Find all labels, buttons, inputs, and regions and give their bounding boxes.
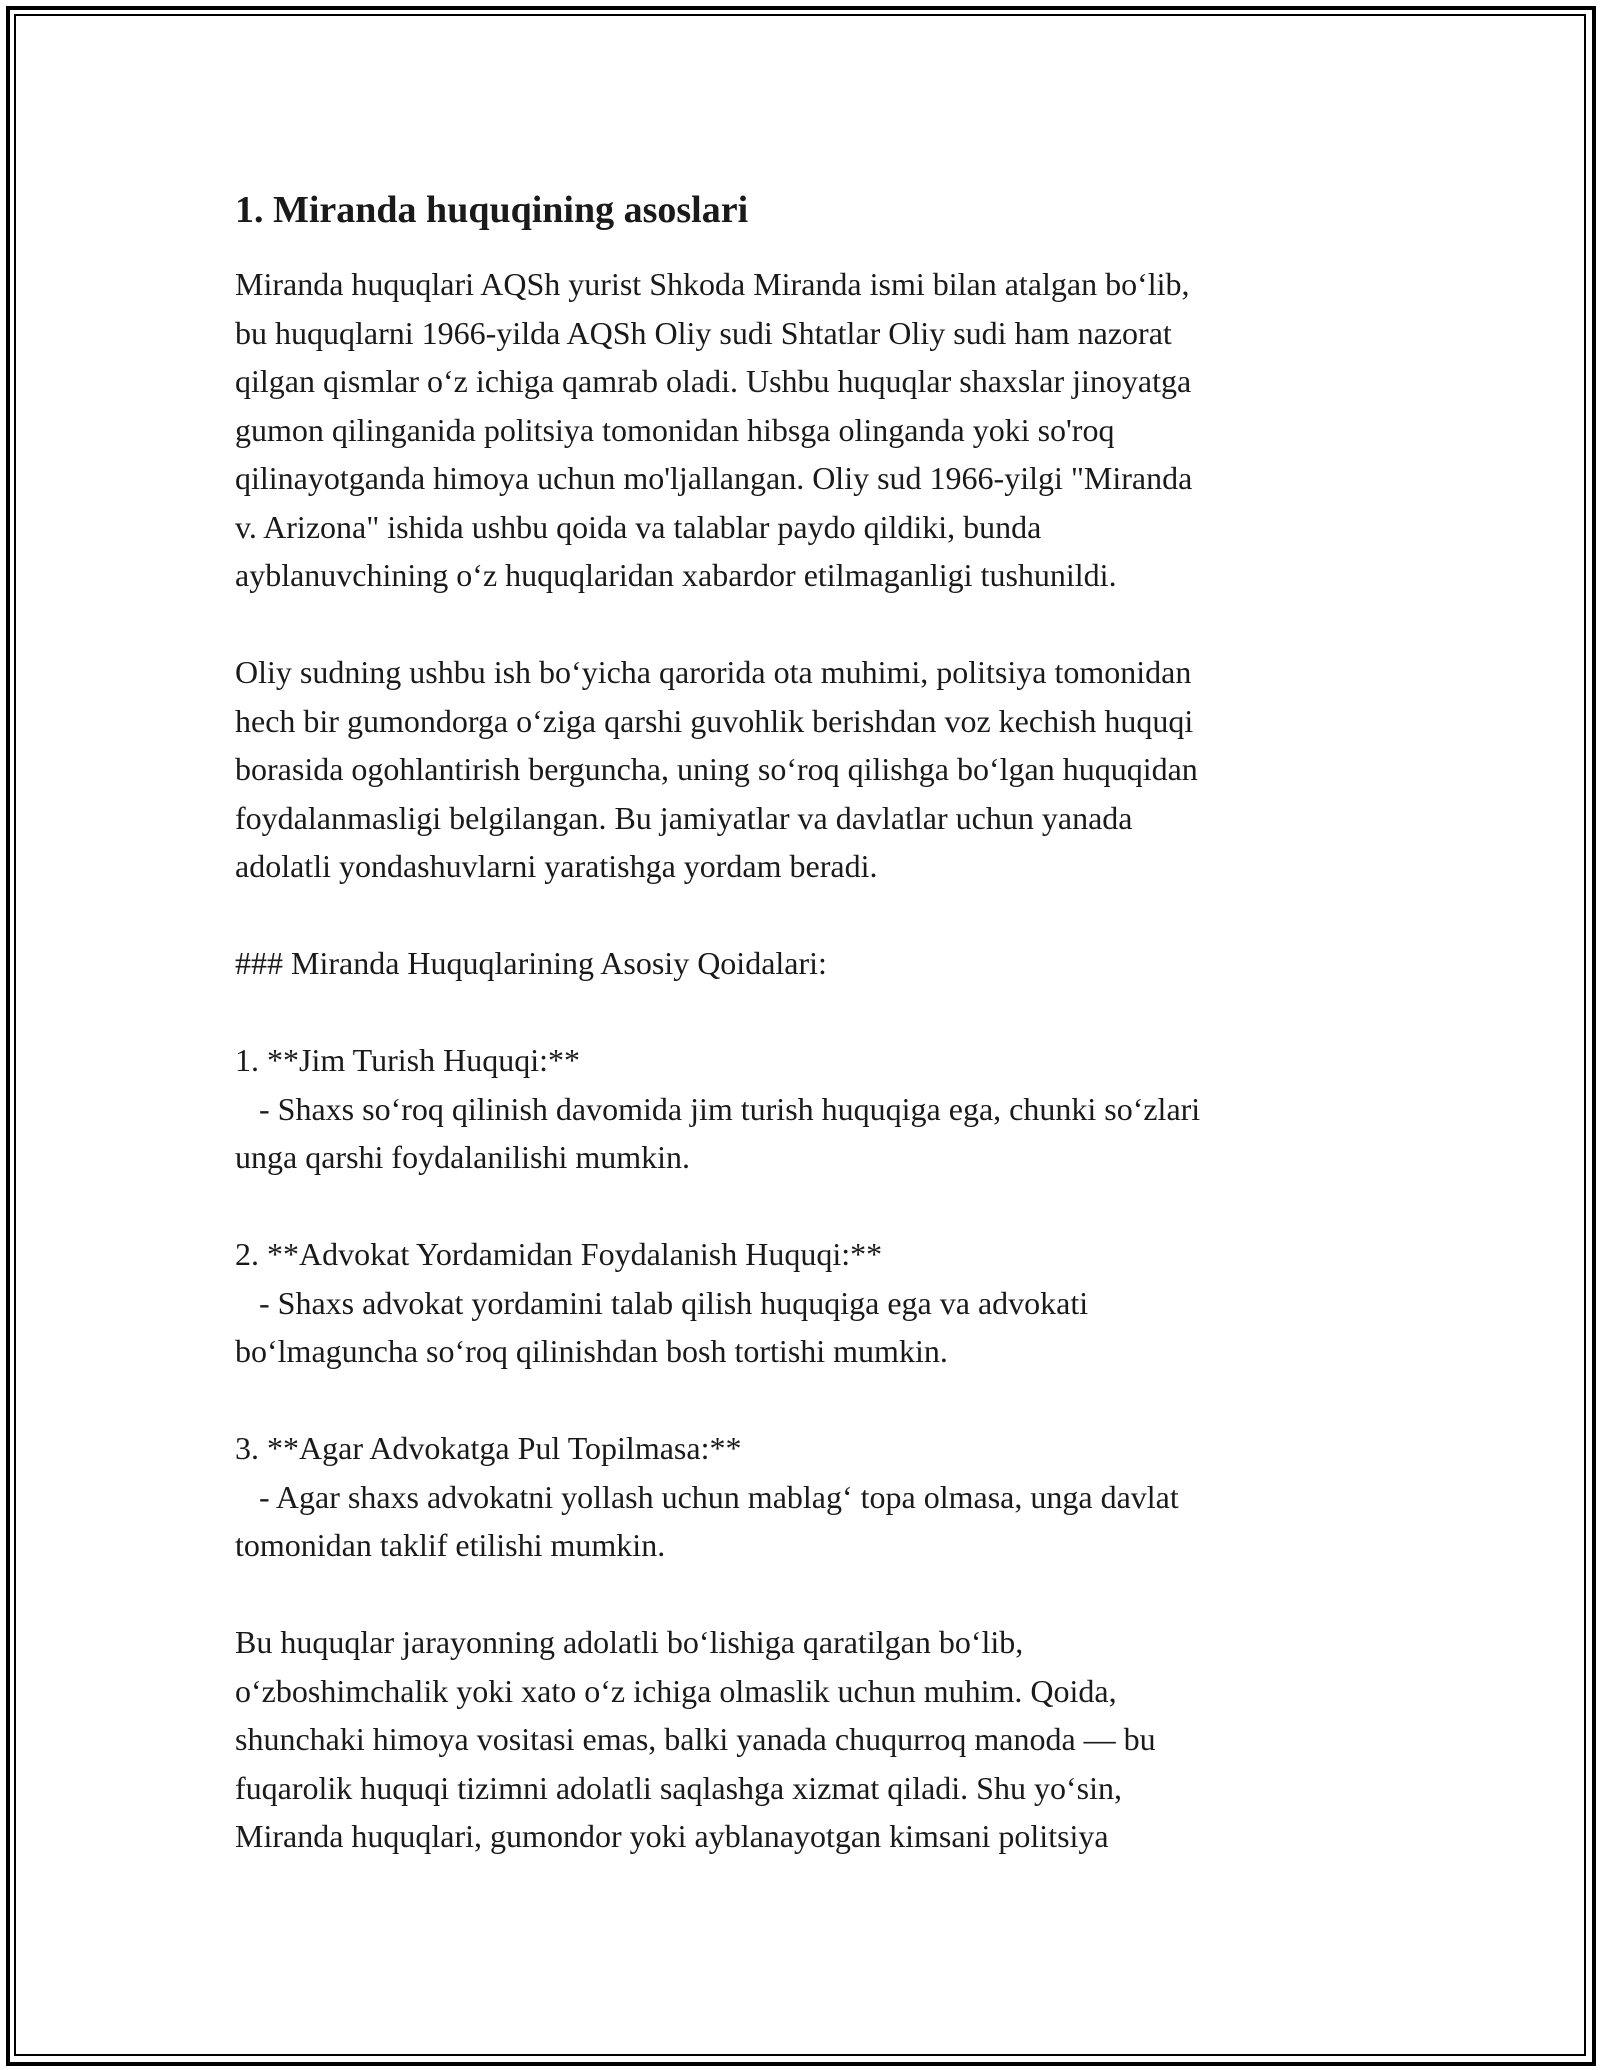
- text-line: bo‘lmaguncha so‘roq qilinishdan bosh tortishi mumkin.: [235, 1333, 948, 1369]
- text-line: Miranda huquqlari AQSh yurist Shkoda Miranda ismi bilan atalgan bo‘lib,: [235, 266, 1190, 302]
- document-body: [235, 260, 1355, 1861]
- text-line: borasida ogohlantirish berguncha, uning so‘roq qilishga bo‘lgan huquqidan: [235, 751, 1198, 787]
- text-line: shunchaki himoya vositasi emas, balki yanada chuqurroq manoda — bu: [235, 1721, 1156, 1757]
- text-line: v. Arizona" ishida ushbu qoida va talablar paydo qildiki, bunda: [235, 508, 1042, 545]
- text-line: 1. **Jim Turish Huquqi:**: [235, 1042, 580, 1078]
- paragraph: [235, 1618, 1355, 1861]
- text-line: gumon qilinganida politsiya tomonidan hibsga olinganda yoki so'roq: [235, 411, 1115, 448]
- text-line: foydalanmasligi belgilangan. Bu jamiyatlar va davlatlar uchun yanada: [235, 799, 1133, 836]
- text-line: Miranda huquqlari, gumondor yoki ayblanayotgan kimsani politsiya: [235, 1818, 1109, 1854]
- text-line: qilinayotganda himoya uchun mo'ljallangan. Oliy sud 1966-yilgi "Miranda: [235, 460, 1193, 496]
- text-line: bu huquqlarni 1966-yilda AQSh Oliy sudi Shtatlar Oliy sudi ham nazorat: [235, 314, 1172, 351]
- paragraph: [235, 1230, 1355, 1376]
- text-line: o‘zboshimchalik yoki xato o‘z ichiga olmaslik uchun muhim. Qoida,: [235, 1672, 1117, 1709]
- text-line: 3. **Agar Advokatga Pul Topilmasa:**: [235, 1430, 742, 1466]
- text-line: ayblanuvchining o‘z huquqlaridan xabardor etilmaganligi tushunildi.: [235, 557, 1117, 593]
- text-line: - Shaxs advokat yordamini talab qilish huquqiga ega va advokati: [235, 1284, 1089, 1321]
- text-line: tomonidan taklif etilishi mumkin.: [235, 1527, 666, 1563]
- paragraph: [235, 1036, 1355, 1182]
- text-line: 2. **Advokat Yordamidan Foydalanish Huquqi:**: [235, 1236, 883, 1272]
- document-title: 1. Miranda huquqining asoslari: [235, 189, 749, 231]
- text-line: hech bir gumondorga o‘ziga qarshi guvohlik berishdan voz kechish huquqi: [235, 702, 1194, 739]
- text-line: - Agar shaxs advokatni yollash uchun mablag‘ topa olmasa, unga davlat: [235, 1478, 1179, 1515]
- text-line: ### Miranda Huquqlarining Asosiy Qoidalari:: [235, 945, 827, 981]
- text-line: unga qarshi foydalanilishi mumkin.: [235, 1139, 691, 1175]
- text-line: - Shaxs so‘roq qilinish davomida jim turish huquqiga ega, chunki so‘zlari: [235, 1090, 1201, 1127]
- text-line: Bu huquqlar jarayonning adolatli bo‘lishiga qaratilgan bo‘lib,: [235, 1624, 1024, 1660]
- paragraph: [235, 648, 1355, 891]
- paragraph: [235, 1424, 1355, 1570]
- text-line: qilgan qismlar o‘z ichiga qamrab oladi. Ushbu huquqlar shaxslar jinoyatga: [235, 363, 1192, 399]
- text-line: fuqarolik huquqi tizimni adolatli saqlashga xizmat qiladi. Shu yo‘sin,: [235, 1769, 1122, 1806]
- text-line: Oliy sudning ushbu ish bo‘yicha qarorida ota muhimi, politsiya tomonidan: [235, 654, 1192, 690]
- document-page: [235, 186, 1355, 1909]
- text-line: adolatli yondashuvlarni yaratishga yordam beradi.: [235, 848, 878, 884]
- paragraph: [235, 939, 1355, 988]
- paragraph: [235, 260, 1355, 600]
